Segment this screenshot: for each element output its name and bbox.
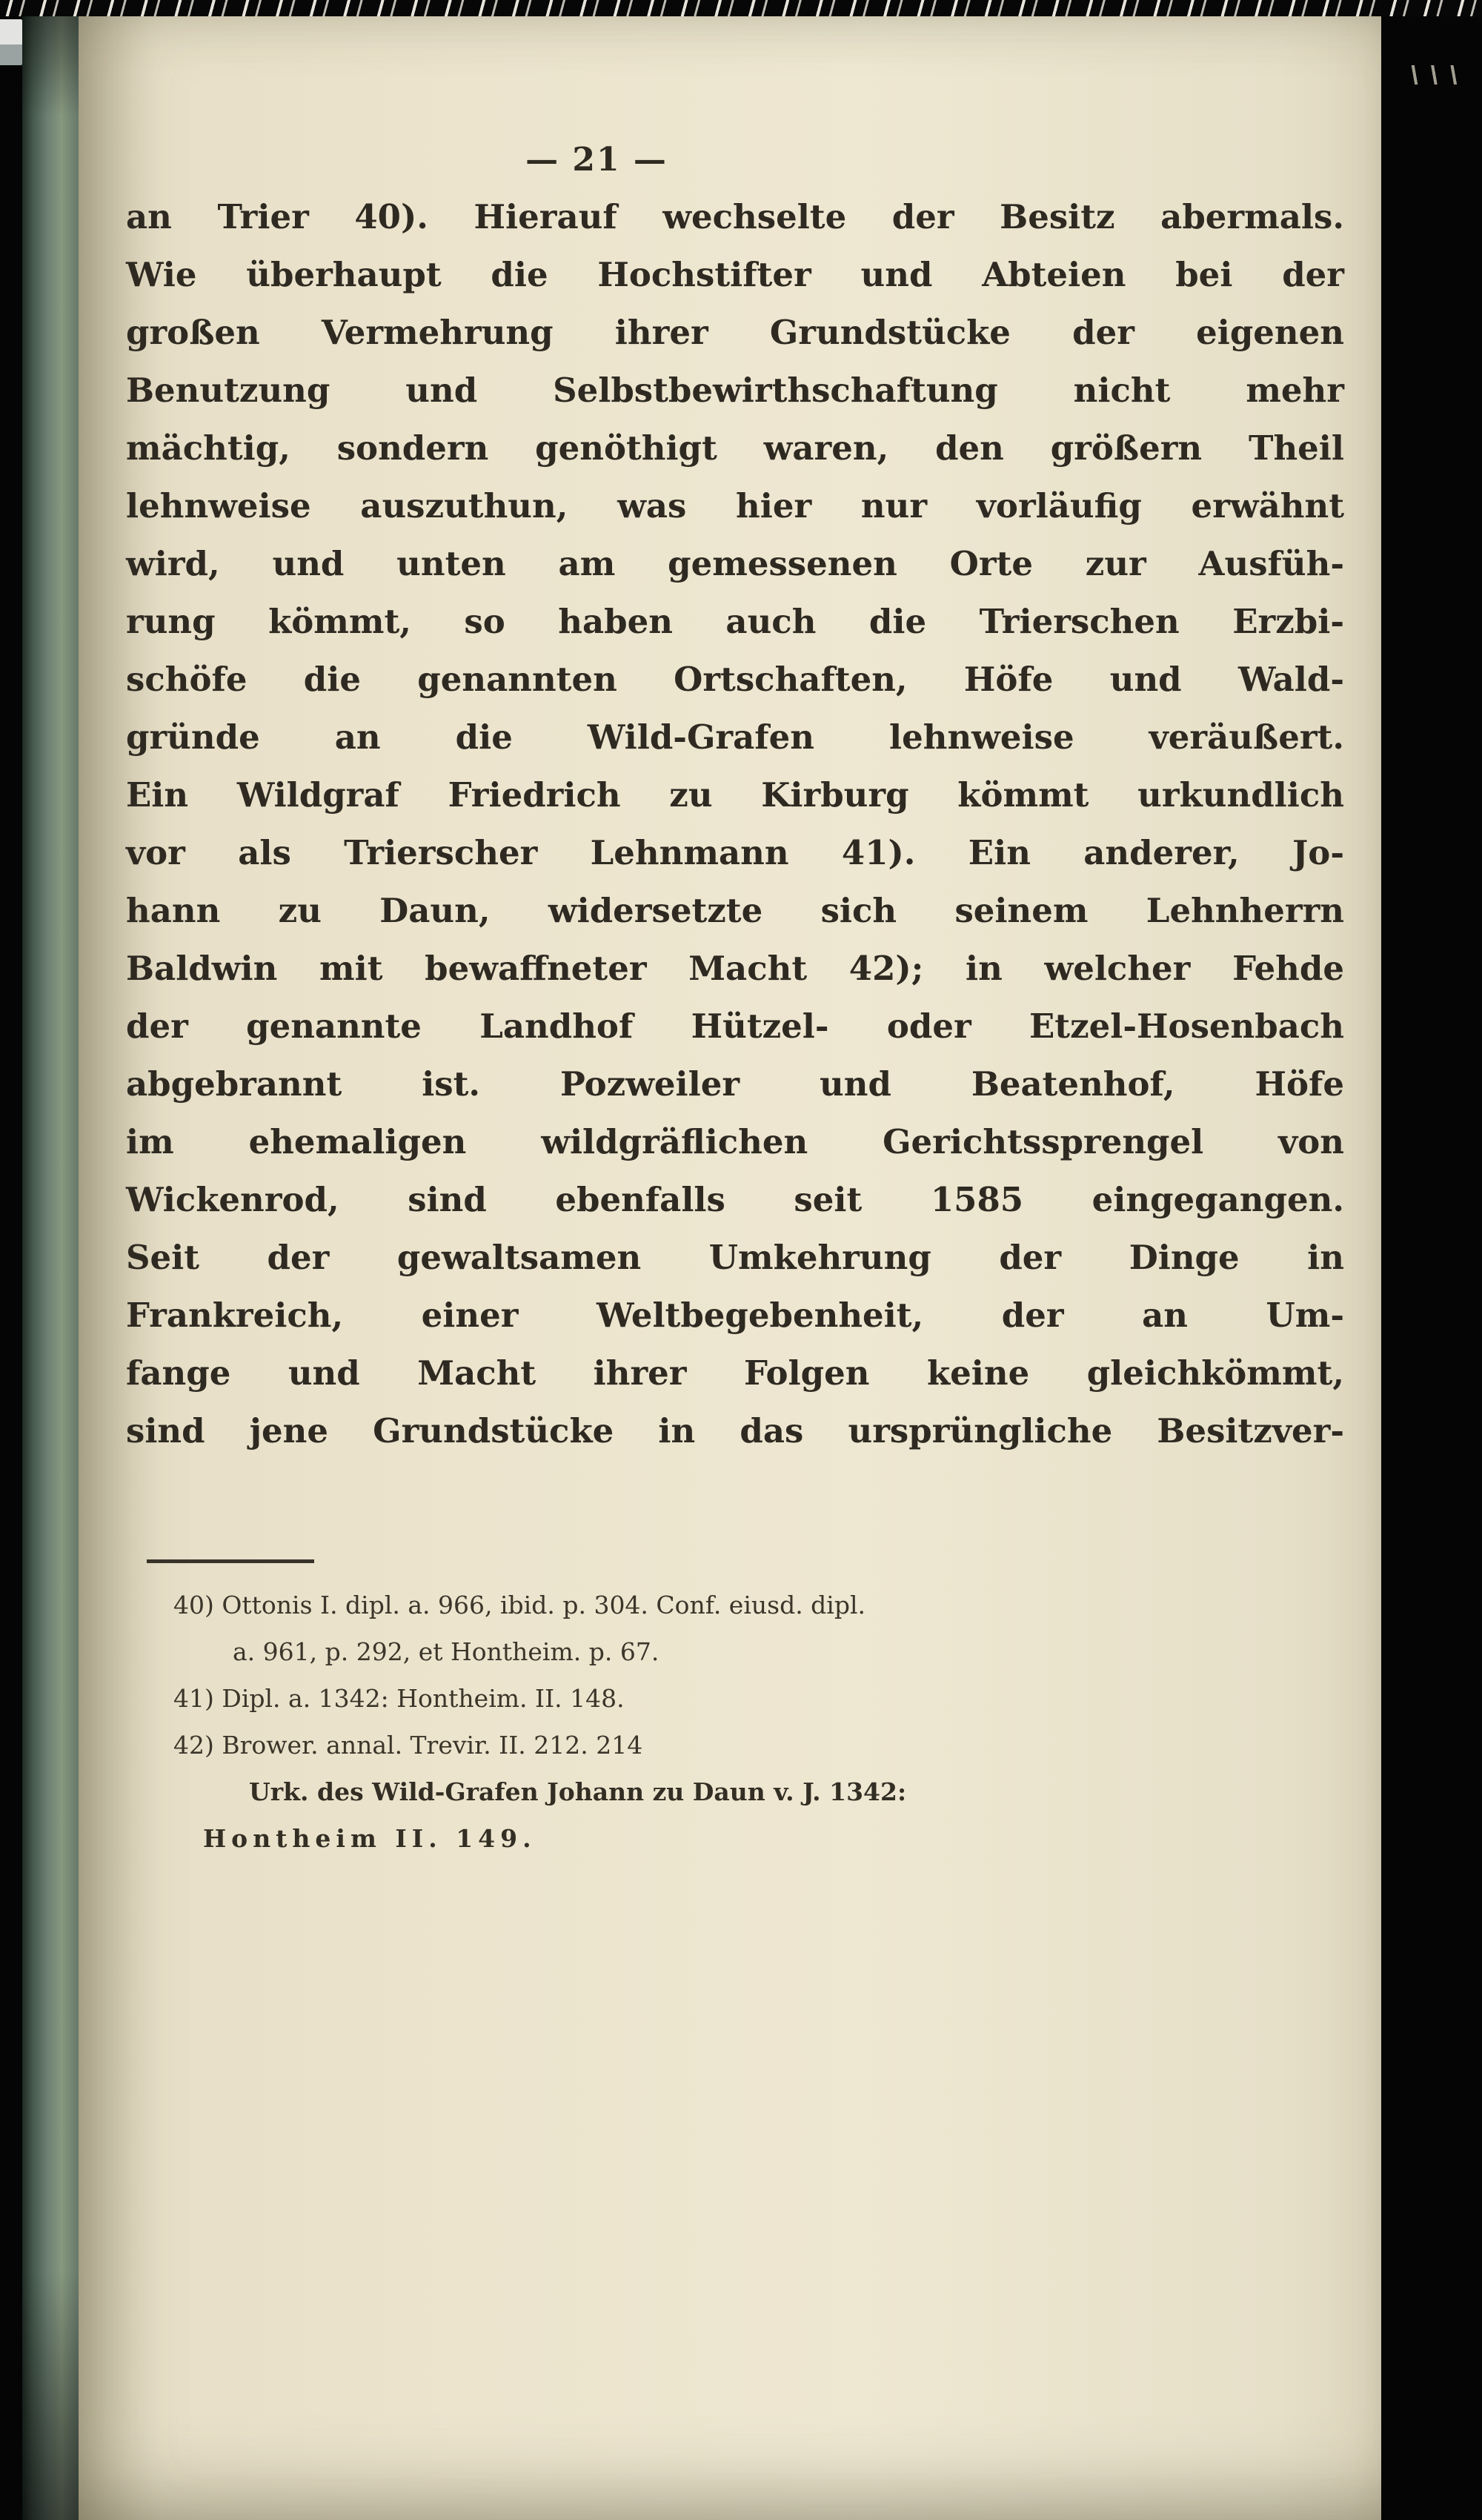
footnotes [173, 1582, 1255, 1862]
text-line: schöfe die genannten Ortschaften, Höfe und Wald- [126, 660, 1344, 699]
text-line: gründe an die Wild-Grafen lehnweise veräußert. [126, 717, 1344, 757]
footnote-line: 42) Brower. annal. Trevir. II. 212. 214 [173, 1731, 643, 1760]
footnote-line: 40) Ottonis I. dipl. a. 966, ibid. p. 304. Conf. eiusd. dipl. [173, 1591, 866, 1619]
text-line: lehnweise auszuthun, was hier nur vorläufig erwähnt [126, 486, 1344, 525]
page-surface [79, 16, 1381, 2520]
text-line: im ehemaligen wildgräflichen Gerichtssprengel von [126, 1122, 1344, 1161]
text-line: der genannte Landhof Hützel- oder Etzel-Hosenbach [126, 1007, 1344, 1046]
text-line: Wickenrod, sind ebenfalls seit 1585 eingegangen. [126, 1180, 1344, 1219]
text-line: Seit der gewaltsamen Umkehrung der Dinge in [126, 1238, 1344, 1277]
footnote-separator [147, 1559, 314, 1563]
text-line: mächtig, sondern genöthigt waren, den größern Theil [126, 428, 1344, 468]
text-line: sind jene Grundstücke in das ursprüngliche Besitzver- [126, 1411, 1344, 1450]
film-edge-marks [0, 0, 1482, 16]
text-line: hann zu Daun, widersetzte sich seinem Lehnherrn [126, 891, 1344, 930]
text-line: Benutzung und Selbstbewirthschaftung nicht mehr [126, 371, 1344, 410]
book-gutter-edge [22, 16, 79, 2520]
text-line: Baldwin mit bewaffneter Macht 42); in welcher Fehde [126, 949, 1344, 988]
scan-tab-artifact [0, 19, 22, 65]
page-number: — 21 — [525, 141, 668, 179]
footnote-line: Urk. des Wild-Grafen Johann zu Daun v. J. 1342: [249, 1777, 907, 1806]
text-line: fange und Macht ihrer Folgen keine gleichkömmt, [126, 1353, 1344, 1393]
text-line: Ein Wildgraf Friedrich zu Kirburg kömmt urkundlich [126, 775, 1344, 815]
text-line: großen Vermehrung ihrer Grundstücke der eigenen [126, 313, 1344, 352]
text-line: rung kömmt, so haben auch die Trierschen Erzbi- [126, 602, 1344, 641]
text-line: wird, und unten am gemessenen Orte zur Ausfüh- [126, 544, 1344, 583]
text-line: Wie überhaupt die Hochstifter und Abteien bei der [126, 255, 1344, 294]
text-line: vor als Trierscher Lehnmann 41). Ein anderer, Jo- [126, 833, 1344, 872]
footnote-line: Hontheim II. 149. [203, 1824, 536, 1853]
footnote-line: a. 961, p. 292, et Hontheim. p. 67. [233, 1637, 659, 1666]
body-text [126, 188, 1344, 1460]
text-line: an Trier 40). Hierauf wechselte der Besitz abermals. [126, 197, 1344, 236]
text-line: abgebrannt ist. Pozweiler und Beatenhof, Höfe [126, 1064, 1344, 1104]
footnote-line: 41) Dipl. a. 1342: Hontheim. II. 148. [173, 1684, 625, 1713]
scan-artifact-ticks [1403, 65, 1461, 84]
text-line: Frankreich, einer Weltbegebenheit, der an Um- [126, 1296, 1344, 1335]
